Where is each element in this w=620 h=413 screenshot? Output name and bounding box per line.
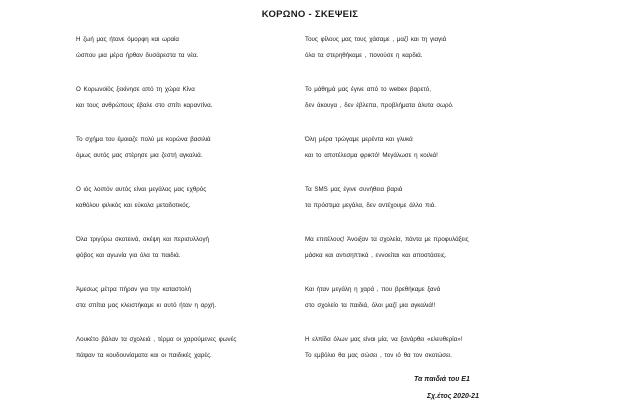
stanza: [305, 282, 545, 314]
verse-line: όμως αυτός μας στέρησε μια ζεστή αγκαλιά.: [76, 152, 203, 159]
verse-line: δεν άκουγα , δεν έβλεπα, προβλήματα άλυτα σωρό.: [305, 102, 454, 109]
poem-title: ΚΟΡΩΝΟ - ΣΚΕΨΕΙΣ: [261, 9, 359, 20]
verse-line: Τα SMS μας έγινε συνήθεια βαριά: [305, 186, 403, 193]
verse-line: Τους φίλους μας τους χάσαμε , μαζί και τη γιαγιά: [305, 36, 447, 43]
verse-line: στα σπίτια μας κλειστήκαμε κι αυτό ήταν η αρχή.: [76, 302, 217, 309]
verse-line: Ο ιός λοιπόν αυτός είναι μεγάλος μας εχθρός: [76, 186, 207, 193]
stanza: [305, 82, 545, 114]
signature-class: Τα παιδιά του Ε1: [414, 376, 470, 383]
verse-line: ώσπου μια μέρα ήρθαν δυσάρεστα τα νέα.: [76, 52, 199, 59]
verse-line: μάσκα και αντισηπτικά , εννοείται και αποστάσεις.: [305, 252, 447, 259]
verse-line: Άμεσως μέτρα πήραν για την καταστολή: [76, 286, 192, 293]
verse-line: στο σχολείο τα παιδιά, όλοι μαζί μια αγκαλιά!!: [305, 302, 436, 309]
stanza: [76, 332, 301, 364]
verse-line: Όλα τριγύρω σκοτεινά, σκέψη και περισυλλογή: [76, 236, 209, 243]
stanza: [305, 182, 545, 214]
verse-line: Το σχήμα του έμοιαζε πολύ με κορώνα βασιλιά: [76, 136, 211, 143]
verse-line: Η ελπίδα όλων μας είναι μία, να ξανάρθει «ελευθερία»!: [305, 336, 463, 343]
verse-line: Και ήταν μεγάλη η χαρά , που βρεθήκαμε ξανά: [305, 286, 441, 293]
stanza: [76, 232, 301, 264]
verse-line: τα πρόστιμα μεγάλα, δεν αντέχουμε άλλο πιά.: [305, 202, 436, 209]
verse-line: Το εμβόλιο θα μας σώσει , τον ιό θα τον σκοτώσει.: [305, 352, 452, 359]
verse-line: Η ζωή μας ήτανε όμορφη και ωραία: [76, 36, 179, 43]
verse-line: πάψαν τα κουδουνίσματα και οι παιδικές χαρές.: [76, 352, 212, 359]
verse-line: και το αποτέλεσμα φρικτό! Μεγάλωσε η κοιλιά!: [305, 152, 438, 159]
verse-line: φόβος και αγωνία για όλα τα παιδιά.: [76, 252, 181, 259]
stanza: [76, 282, 301, 314]
verse-line: Μα επιτέλους! Άνοιξαν τα σχολεία, πάντα με προφυλάξεις: [305, 236, 469, 243]
stanza: [305, 32, 545, 64]
verse-line: όλα τα στερηθήκαμε , πονούσε η καρδιά.: [305, 52, 423, 59]
stanza: [76, 32, 301, 64]
stanza: [76, 182, 301, 214]
stanza: [305, 132, 545, 164]
verse-line: καθόλου φιλικός και εύκολα μεταδοτικός.: [76, 202, 191, 209]
verse-line: Το μάθημά μας έγινε από το webex βαρετό,: [305, 86, 431, 93]
stanza: [76, 82, 301, 114]
stanza: [305, 332, 545, 364]
stanza: [305, 232, 545, 264]
stanza: [76, 132, 301, 164]
verse-line: Λουκέτο βάλαν τα σχολειά , τέρμα οι χαρούμενες φωνές: [76, 336, 237, 343]
signature-year: Σχ.έτος 2020-21: [427, 393, 479, 400]
verse-line: Ο Κορωνοϊός ξεκίνησε από τη χώρα Κίνα: [76, 86, 195, 93]
verse-line: και τους ανθρώπους έβαλε στο σπίτι καραντίνα.: [76, 102, 213, 109]
verse-line: Όλη μέρα τρώγαμε μερέντα και γλυκά: [305, 136, 413, 143]
